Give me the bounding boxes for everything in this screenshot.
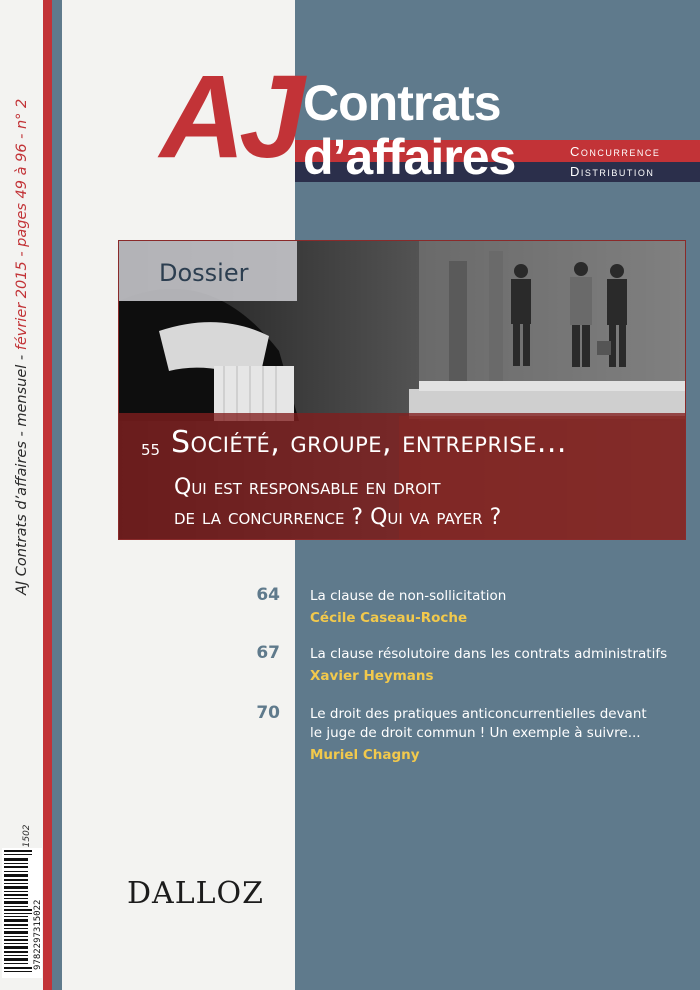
barcode-number: 9782297315022 <box>33 899 43 970</box>
dossier-photo <box>118 240 686 540</box>
spine-text <box>14 75 30 595</box>
toc-author: Xavier Heymans <box>310 668 434 684</box>
logo-subtitle-concurrence: Concurrence <box>570 144 661 159</box>
toc-author: Muriel Chagny <box>310 747 420 763</box>
toc-title: La clause de non-sollicitation <box>310 588 507 604</box>
red-stripe <box>43 0 52 990</box>
dossier-label: Dossier <box>119 241 297 301</box>
spine-text-part1: AJ Contrats d’affaires - mensuel - <box>14 350 30 595</box>
dossier-page-number: 55 <box>141 441 161 459</box>
toc-page-number: 67 <box>256 643 280 663</box>
spine-text-part2: février 2015 - pages 49 à 96 - n° 2 <box>14 98 30 351</box>
blue-stripe <box>52 0 62 990</box>
dossier-title-line2: Qui est responsable en droit <box>174 475 441 500</box>
dossier-title-line1: Société, groupe, entreprise... <box>171 425 567 460</box>
logo-title-line1: Contrats <box>303 75 501 131</box>
dossier-headline <box>119 413 686 540</box>
logo-title-line2: d’affaires <box>303 129 516 185</box>
toc-page-number: 70 <box>256 703 280 723</box>
dossier-title-line3: de la concurrence ? Qui va payer ? <box>174 505 502 530</box>
toc-title: La clause résolutoire dans les contrats administratifs <box>310 646 668 662</box>
toc-author: Cécile Caseau-Roche <box>310 610 468 626</box>
logo-subtitle-distribution: Distribution <box>570 164 655 179</box>
publisher-logo: DALLOZ <box>127 876 265 911</box>
logo-aj: AJ <box>160 51 299 183</box>
toc-title-line2: le juge de droit commun ! Un exemple à suivre... <box>310 725 641 741</box>
toc-title-line1: Le droit des pratiques anticoncurrentielles devant <box>310 706 647 722</box>
toc-page-number: 64 <box>256 585 280 605</box>
toc-title <box>310 705 700 743</box>
